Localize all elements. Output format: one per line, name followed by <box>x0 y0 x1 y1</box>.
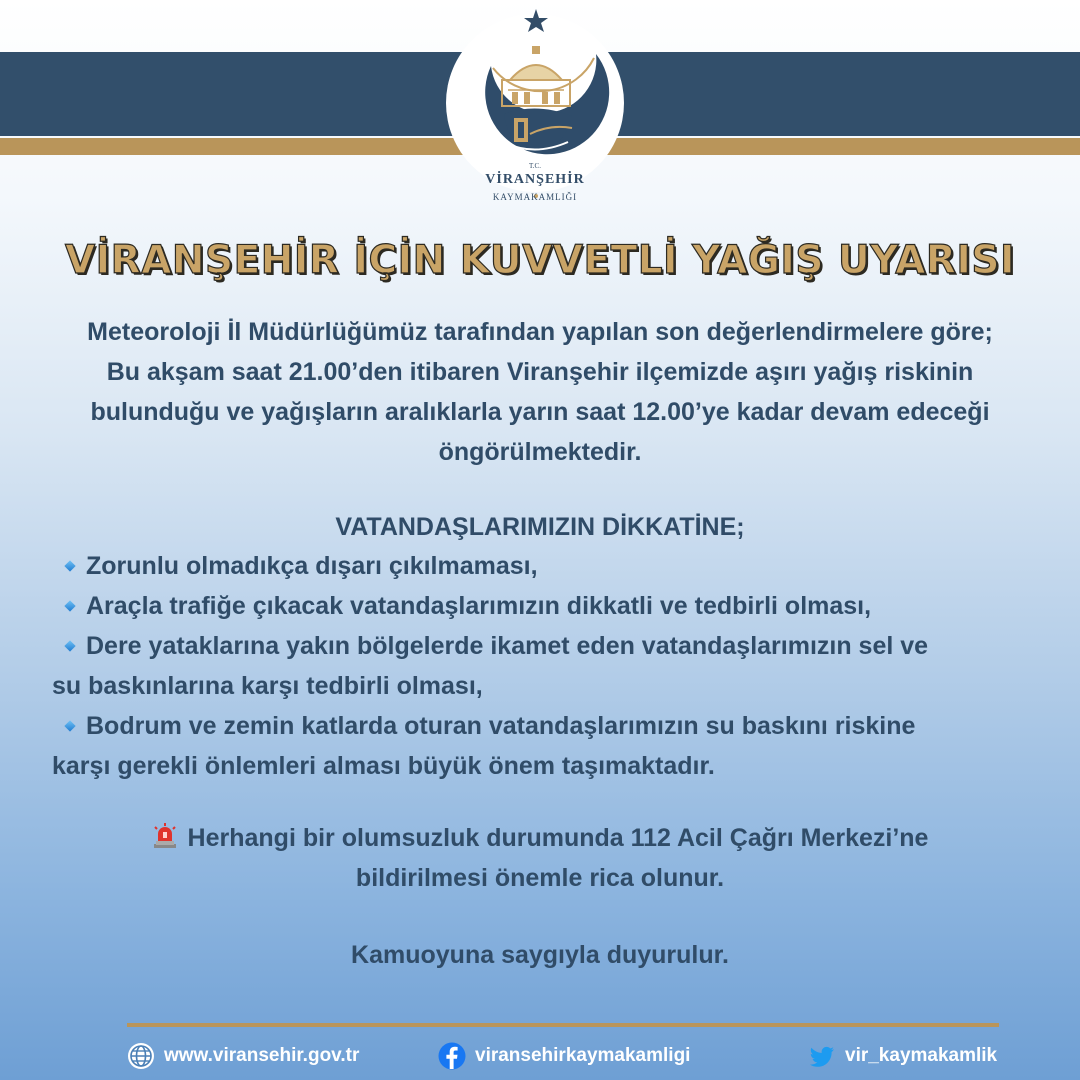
list-item-continuation: karşı gerekli önlemleri alması büyük önem taşımaktadır. <box>52 752 715 780</box>
emergency-line <box>50 818 1030 858</box>
diamond-bullet-icon <box>64 640 75 651</box>
footer-divider <box>127 1023 999 1027</box>
logo-tc-label: T.C. <box>529 162 541 170</box>
footer-twitter[interactable] <box>808 1041 997 1071</box>
diamond-bullet-icon <box>64 720 75 731</box>
list-item <box>52 546 1042 586</box>
diamond-bullet-icon <box>64 560 75 571</box>
paragraph-line: bulunduğu ve yağışların aralıklarla yarın saat 12.00’ye kadar devam edeceği <box>90 398 990 426</box>
emergency-line: bildirilmesi önemle rica olunur. <box>355 864 725 892</box>
footer-website[interactable] <box>127 1041 359 1071</box>
facebook-icon <box>438 1042 466 1070</box>
list-item <box>52 706 1042 746</box>
list-item <box>52 586 1042 626</box>
announcement-paragraph <box>50 312 1030 472</box>
paragraph-line: Meteoroloji İl Müdürlüğümüz tarafından yapılan son değerlendirmelere göre; <box>87 318 993 346</box>
logo <box>446 6 626 216</box>
facebook-link[interactable]: viransehirkaymakamligi <box>475 1045 691 1066</box>
paragraph-line: Bu akşam saat 21.00’den itibaren Viranşehir ilçemizde aşırı yağış riskinin <box>106 358 974 386</box>
list-item <box>52 626 1042 666</box>
twitter-icon <box>808 1042 836 1070</box>
page-title: VİRANŞEHİR İÇİN KUVVETLİ YAĞIŞ UYARISI <box>64 238 1016 283</box>
star-icon <box>524 9 548 32</box>
siren-icon <box>152 823 178 849</box>
list-item-text: Araçla trafiğe çıkacak vatandaşlarımızın dikkatli ve tedbirli olması, <box>86 592 872 620</box>
paragraph-line: öngörülmektedir. <box>438 438 642 466</box>
globe-icon <box>127 1042 155 1070</box>
list-item-text: Dere yataklarına yakın bölgelerde ikamet eden vatandaşlarımızın sel ve <box>86 632 929 660</box>
closing-line: Kamuoyuna saygıyla duyurulur. <box>351 941 729 969</box>
website-link[interactable]: www.viransehir.gov.tr <box>164 1045 360 1066</box>
diamond-bullet-icon <box>64 600 75 611</box>
advice-list <box>52 546 1042 786</box>
list-item-text: Bodrum ve zemin katlarda oturan vatandaşlarımızın su baskını riskine <box>86 712 916 740</box>
list-item-text: Zorunlu olmadıkça dışarı çıkılmaması, <box>86 552 538 580</box>
logo-name-label: VİRANŞEHİR <box>485 172 585 187</box>
list-item-continuation: su baskınlarına karşı tedbirli olması, <box>52 672 483 700</box>
emergency-notice <box>50 818 1030 898</box>
logo-subtitle-label: KAYMAKAMLIĞI <box>492 192 578 202</box>
footer-facebook[interactable] <box>438 1041 690 1071</box>
attention-heading: VATANDAŞLARIMIZIN DİKKATİNE; <box>335 513 745 541</box>
twitter-link[interactable]: vir_kaymakamlik <box>845 1045 998 1066</box>
emergency-text: Herhangi bir olumsuzluk durumunda 112 Acil Çağrı Merkezi’ne <box>187 824 929 852</box>
